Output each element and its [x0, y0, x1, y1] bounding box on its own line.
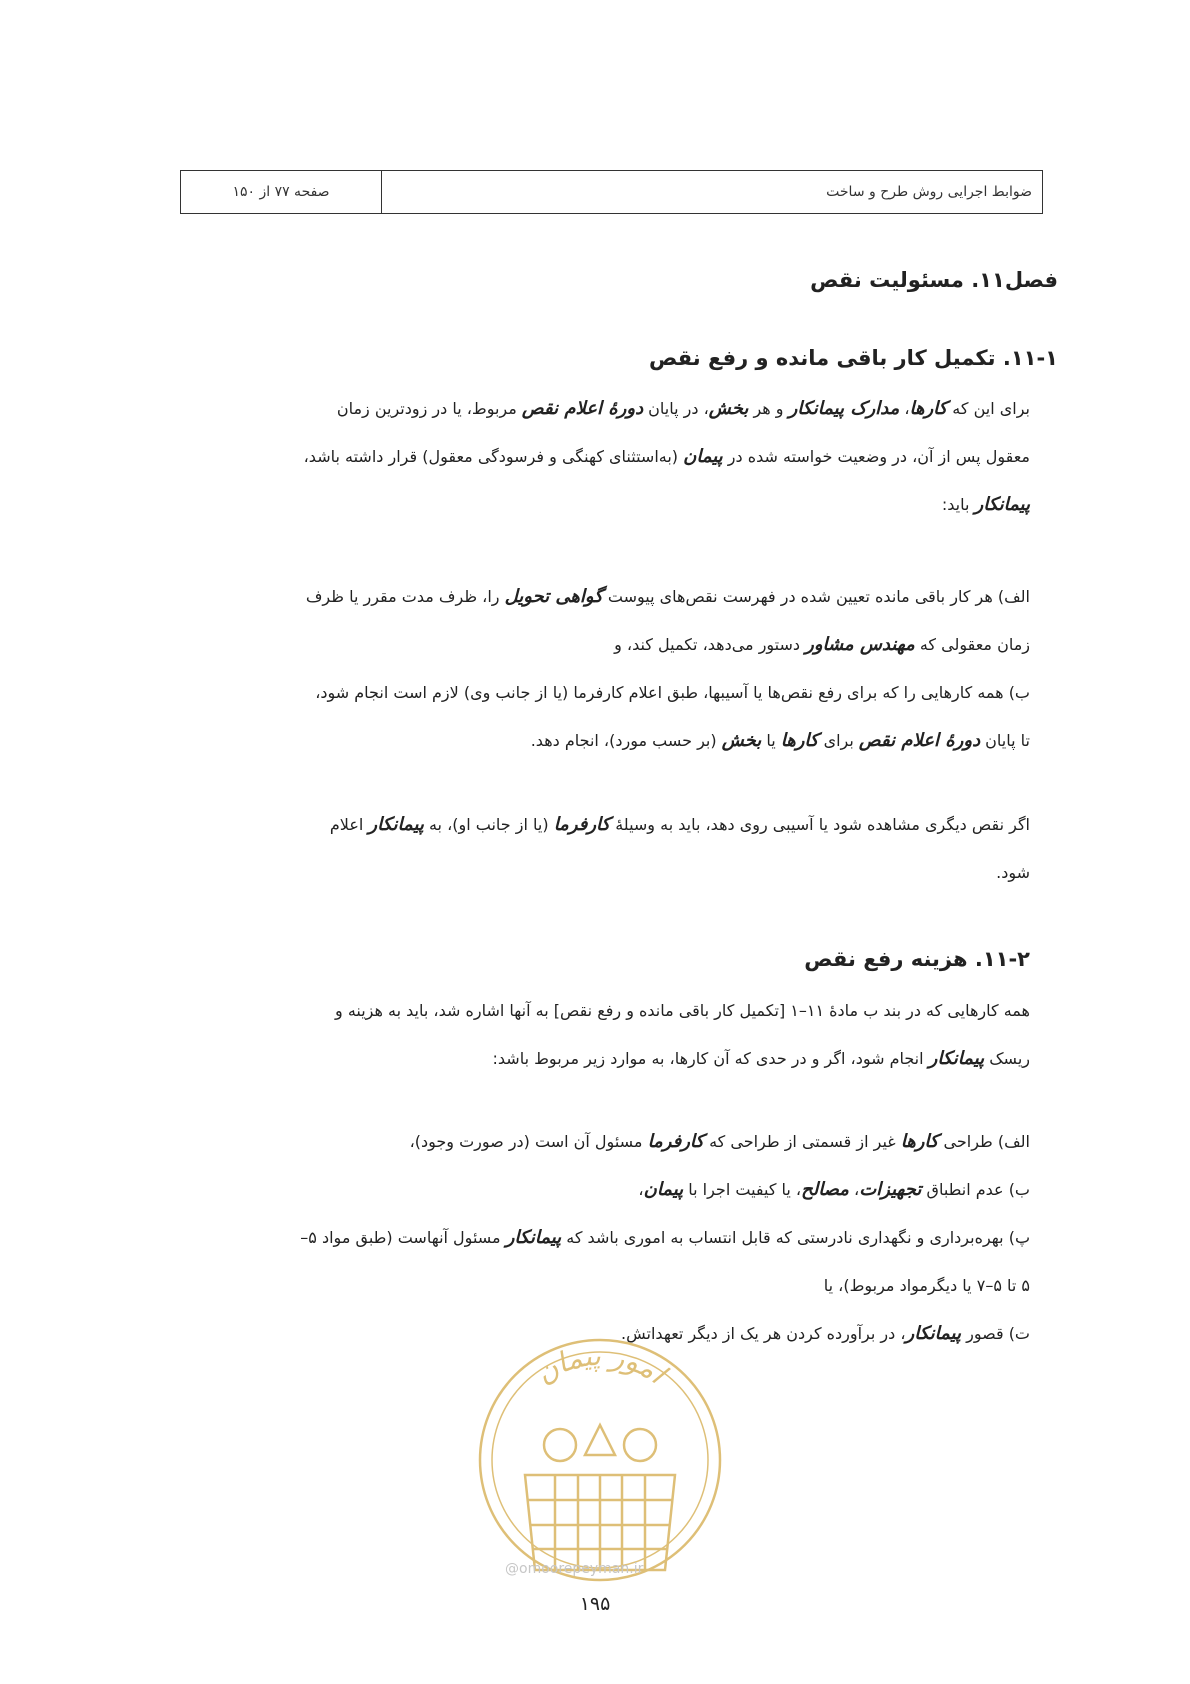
text-line: شود. [996, 863, 1030, 882]
section-2-items [160, 1118, 1030, 1358]
defined-term: کارها [909, 398, 948, 419]
text-line: ت) قصور پیمانکار، در برآورده کردن هر یک از دیگر تعهداتش. [621, 1323, 1030, 1344]
defined-term: کارفرما [553, 814, 611, 835]
text-line: ب) عدم انطباق تجهیزات، مصالح، یا کیفیت اجرا با پیمان، [638, 1179, 1030, 1200]
text-line: ریسک پیمانکار انجام شود، اگر و در حدی که آن کارها، به موارد زیر مربوط باشد: [492, 1048, 1030, 1069]
text-line: الف) طراحی کارها غیر از قسمتی از طراحی که کارفرما مسئول آن است (در صورت وجود)، [409, 1131, 1030, 1152]
watermark-arc-text: امور پیمان [529, 1338, 672, 1391]
section-2-intro [160, 987, 1030, 1083]
section-1-title: ۱۱-۱. تکمیل کار باقی مانده و رفع نقص [649, 346, 1058, 370]
defined-term: دورۀ اعلام نقص [521, 398, 644, 419]
defined-term: پیمانکار [928, 1048, 985, 1069]
page-number: ۱۹۵ [579, 1593, 611, 1615]
text-line: الف) هر کار باقی مانده تعیین شده در فهرست نقص‌های پیوست گواهی تحویل را، ظرف مدت مقرر یا ظرف [305, 586, 1030, 607]
text-line: ۵ تا ۵–۷ یا دیگرمواد مربوط)، یا [823, 1276, 1030, 1295]
text-line: پ) بهره‌برداری و نگهداری نادرستی که قابل انتساب به اموری باشد که پیمانکار مسئول آنهاست (طبق مواد ۵– [300, 1227, 1030, 1248]
section-2-title: ۱۱-۲. هزینه رفع نقص [804, 947, 1030, 971]
defined-term: پیمان [643, 1179, 684, 1200]
defined-term: مدارک پیمانکار [788, 398, 900, 419]
defined-term: بخش [721, 730, 762, 751]
defined-term: پیمانکار [905, 1323, 961, 1344]
text-line: تا پایان دورۀ اعلام نقص برای کارها یا بخش (بر حسب مورد)، انجام دهد. [530, 730, 1030, 751]
defined-term: پیمان [683, 446, 723, 467]
defined-term: کارها [780, 730, 819, 751]
text-line: ب) همه کارهایی را که برای رفع نقص‌ها یا آسیبها، طبق اعلام کارفرما (یا از جانب وی) لازم است انجام شود، [315, 683, 1030, 702]
svg-text:امور پیمان [530, 1339, 674, 1392]
text-line: زمان معقولی که مهندس مشاور دستور می‌دهد، تکمیل کند، و [614, 634, 1030, 655]
text-line: پیمانکار باید: [941, 494, 1030, 515]
defined-term: پیمانکار [974, 494, 1030, 515]
text-line: معقول پس از آن، در وضعیت خواسته شده در پیمان (به‌استثنای کهنگی و فرسودگی معقول) قرار داشته باشد، [303, 446, 1030, 467]
defined-term: مهندس مشاور [805, 634, 915, 655]
text-line: برای این که کارها، مدارک پیمانکار و هر بخش، در پایان دورۀ اعلام نقص مربوط، یا در زودترین زمان [336, 398, 1030, 419]
section-1-intro [160, 385, 1030, 529]
text-line: همه کارهایی که در بند ب مادۀ ۱۱–۱ [تکمیل کار باقی مانده و رفع نقص] به آنها اشاره شد، باید به هزینه و [335, 1001, 1030, 1020]
chapter-title: فصل۱۱. مسئولیت نقص [810, 268, 1058, 292]
defined-term: دورۀ اعلام نقص [858, 730, 981, 751]
defined-term: گواهی تحویل [504, 586, 603, 607]
watermark-url: @omoorepeyman.ir [505, 1561, 644, 1577]
defined-term: پیمانکار [505, 1227, 562, 1248]
defined-term: کارها [900, 1131, 939, 1152]
page-label: صفحه ۷۷ از ۱۵۰ [181, 171, 382, 213]
defined-term: پیمانکار [368, 814, 424, 835]
defined-term: بخش [708, 398, 749, 419]
section-1-closing [160, 801, 1030, 897]
page-header [180, 170, 1043, 214]
defined-term: مصالح [801, 1179, 849, 1200]
section-1-items [160, 573, 1030, 765]
defined-term: تجهیزات [859, 1179, 922, 1200]
document-title: ضوابط اجرایی روش طرح و ساخت [826, 184, 1032, 200]
text-line: اگر نقص دیگری مشاهده شود یا آسیبی روی دهد، باید به وسیلۀ کارفرما (یا از جانب او)، به پیمانکار اعلام [329, 814, 1030, 835]
defined-term: کارفرما [647, 1131, 704, 1152]
